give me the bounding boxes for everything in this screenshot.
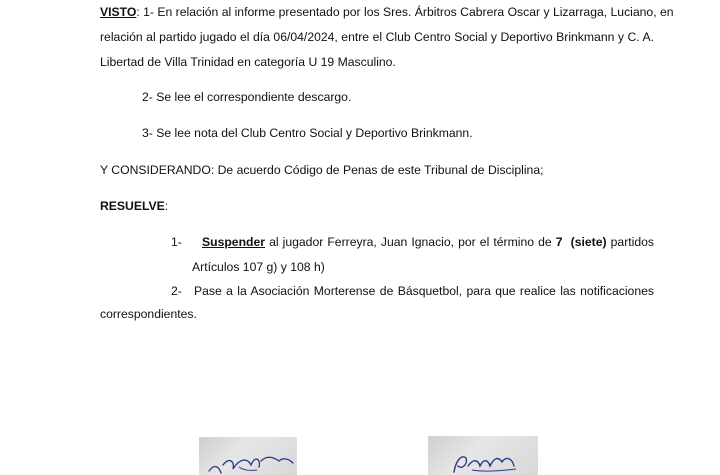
- signature-right: [428, 436, 538, 475]
- resuelve-label: RESUELVE: [100, 199, 165, 213]
- item-1-line-2: Artículos 107 g) y 108 h): [192, 260, 325, 274]
- item-1-count-words: (siete): [570, 235, 607, 249]
- visto-line-2: relación al partido jugado el día 06/04/2024, entre el Club Centro Social y Deportivo Brinkmann y C. A.: [100, 30, 654, 44]
- item-1-text-c: partidos: [606, 235, 654, 249]
- considerando-line: Y CONSIDERANDO: De acuerdo Código de Penas de este Tribunal de Disciplina;: [100, 163, 544, 177]
- item-1-keyword: Suspender: [202, 235, 265, 249]
- item-1-text-b: [563, 235, 571, 249]
- item-1-number: 1-: [171, 235, 182, 249]
- item-1-line-1: [202, 235, 654, 250]
- item-1-text-a: al jugador Ferreyra, Juan Ignacio, por el término de: [265, 235, 556, 249]
- item-1-count: 7: [555, 235, 563, 249]
- visto-line-1-text: : 1- En relación al informe presentado por los Sres. Árbitros Cabrera Oscar y Lizarraga, Luciano, en: [136, 5, 674, 19]
- signature-left: [199, 437, 297, 475]
- resuelve-colon: :: [164, 199, 169, 213]
- visto-label: VISTO: [100, 5, 137, 19]
- signature-right-scribble: [428, 436, 538, 475]
- visto-line-1: [100, 5, 674, 20]
- visto-item-2: 2- Se lee el correspondiente descargo.: [142, 90, 352, 104]
- item-2-line-2: correspondientes.: [100, 307, 197, 321]
- resuelve-heading: [100, 199, 168, 214]
- item-2-number: 2-: [171, 284, 182, 298]
- visto-line-3: Libertad de Villa Trinidad en categoría U 19 Masculino.: [100, 55, 396, 69]
- item-2-line-1: Pase a la Asociación Morterense de Básquetbol, para que realice las notificaciones: [194, 284, 654, 298]
- signature-left-scribble: [199, 437, 297, 475]
- visto-item-3: 3- Se lee nota del Club Centro Social y Deportivo Brinkmann.: [142, 126, 473, 140]
